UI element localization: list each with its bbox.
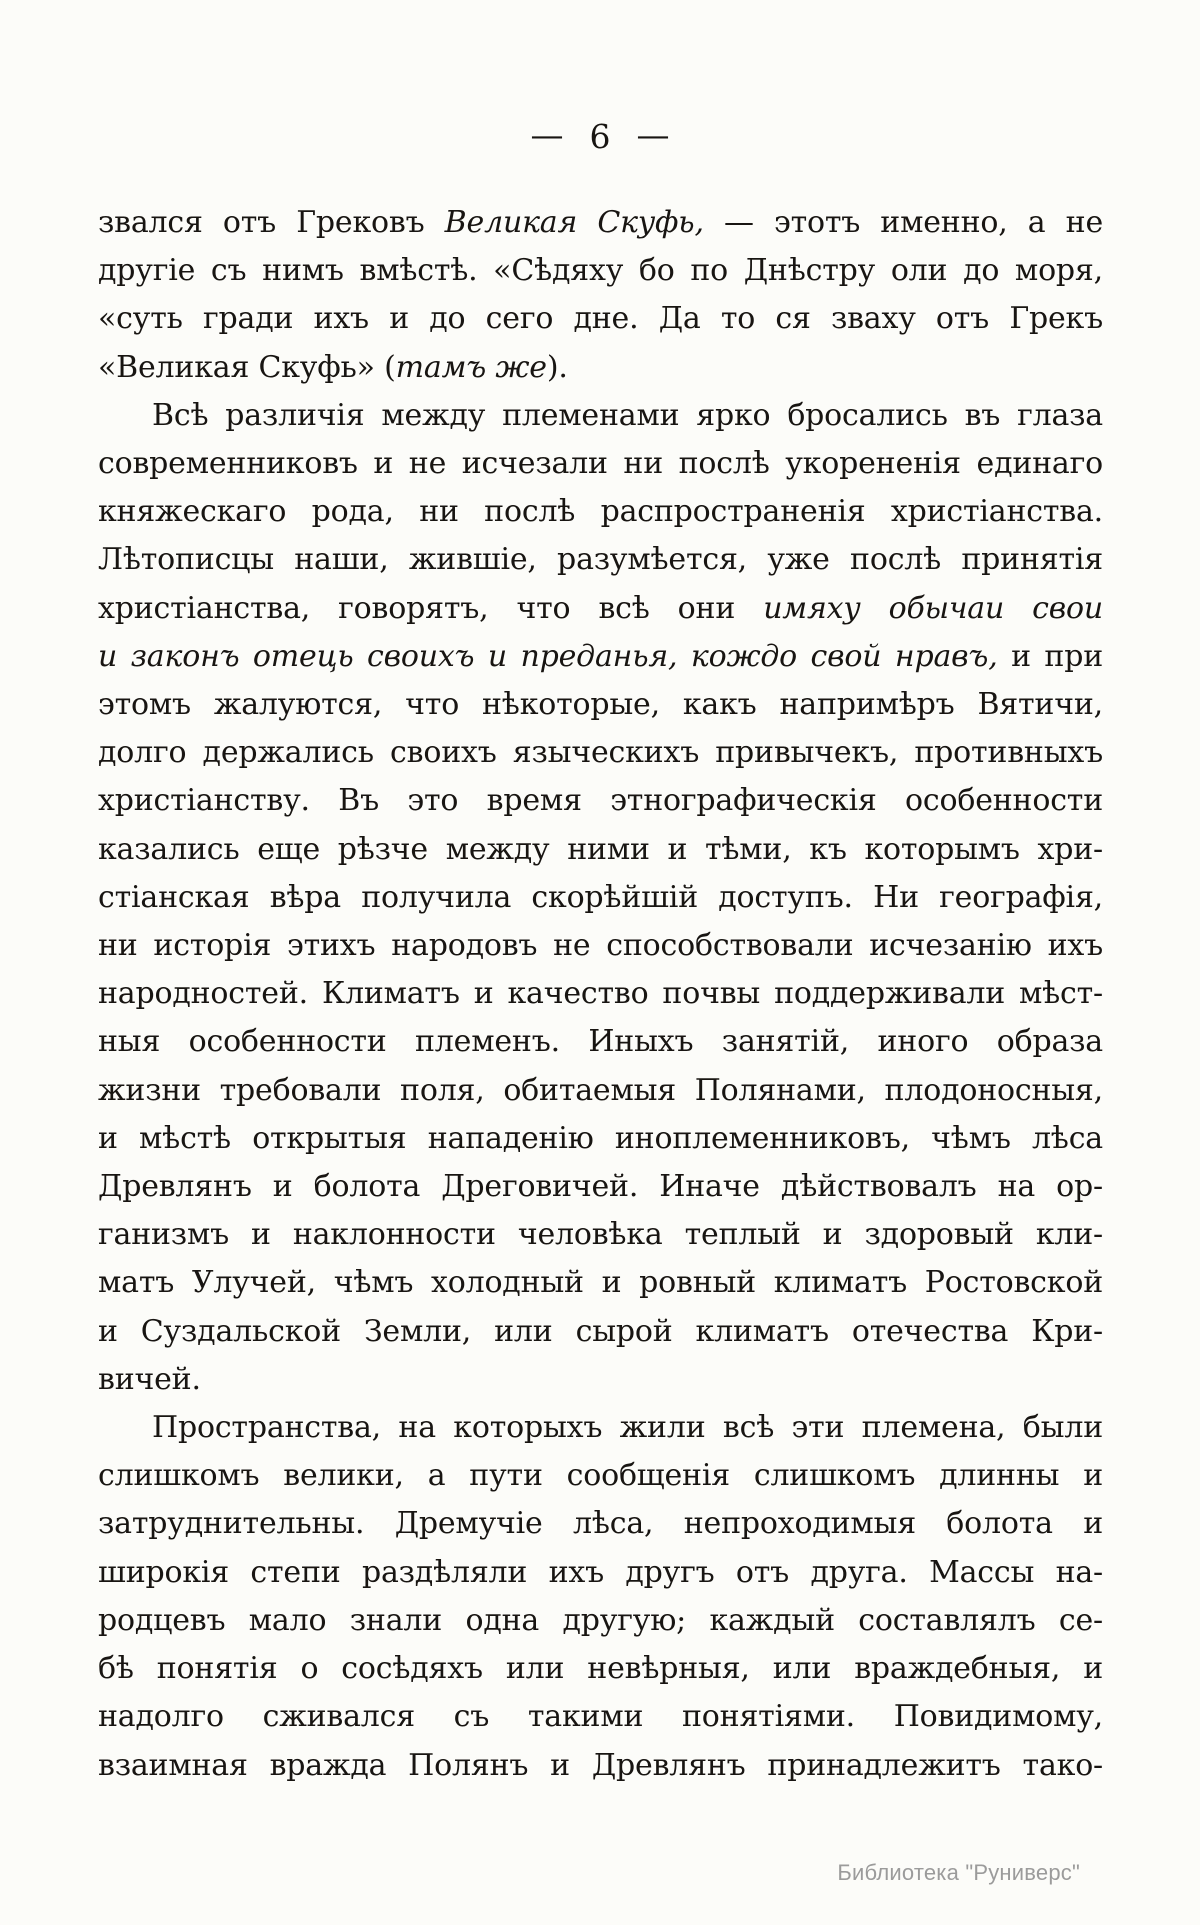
text-line <box>98 874 1103 922</box>
text-line <box>98 681 1103 729</box>
text-segment: родцевъ мало знали одна другую; каждый составлялъ се- <box>98 1602 1103 1638</box>
text-line <box>98 970 1103 1018</box>
page-header <box>0 115 1200 156</box>
text-line <box>98 1211 1103 1259</box>
text-segment: другіе съ нимъ вмѣстѣ. «Сѣдяху бо по Днѣстру оли до моря, <box>98 253 1103 289</box>
text-segment: народностей. Климатъ и качество почвы поддерживали мѣст- <box>98 976 1103 1012</box>
text-segment: широкія степи раздѣляли ихъ другъ отъ друга. Массы на- <box>98 1554 1103 1590</box>
text-line <box>98 585 1103 633</box>
page-body-text <box>98 199 1103 1790</box>
text-line <box>98 1308 1103 1356</box>
italic-text-segment: и законъ отець своихъ и преданья, кождо свой нравъ, <box>98 638 998 674</box>
text-segment: затруднительны. Дремучіе лѣса, непроходимыя болота и <box>98 1506 1103 1542</box>
text-segment: ). <box>546 349 568 385</box>
text-line <box>98 777 1103 825</box>
text-segment: и при <box>997 638 1104 674</box>
paragraph <box>98 1404 1103 1790</box>
text-line <box>98 295 1103 343</box>
text-segment: стіанская вѣра получила скорѣйшій доступъ. Ни географія, <box>98 879 1103 915</box>
text-segment: христіанству. Въ это время этнографическія особенности <box>98 783 1103 819</box>
header-dash-left: — <box>530 115 564 154</box>
text-line <box>98 1115 1103 1163</box>
text-line <box>98 440 1103 488</box>
text-line <box>98 633 1103 681</box>
text-segment: бѣ понятія о сосѣдяхъ или невѣрныя, или враждебныя, и <box>98 1651 1103 1687</box>
text-line <box>98 536 1103 584</box>
text-segment: вичей. <box>98 1361 201 1397</box>
text-line <box>98 1693 1103 1741</box>
text-segment: Пространства, на которыхъ жили всѣ эти племена, были <box>152 1410 1103 1446</box>
text-segment: матъ Улучей, чѣмъ холодный и ровный климатъ Ростовской <box>98 1265 1103 1301</box>
italic-text-segment: имяху обычаи свои <box>763 590 1103 626</box>
text-segment: княжескаго рода, ни послѣ распространенія христіанства. <box>98 494 1103 530</box>
text-segment: надолго сживался съ такими понятіями. Повидимому, <box>98 1699 1103 1735</box>
text-segment: «суть гради ихъ и до сего дне. Да то ся зваху отъ Грекъ <box>98 301 1103 337</box>
text-line <box>98 1259 1103 1307</box>
text-segment: Всѣ различія между племенами ярко бросались въ глаза <box>152 397 1103 433</box>
text-segment: христіанства, говорятъ, что всѣ они <box>98 590 764 626</box>
text-segment: Древлянъ и болота Дреговичей. Иначе дѣйствовалъ на ор- <box>98 1169 1103 1205</box>
text-segment: «Великая Скуфь» ( <box>98 349 396 385</box>
text-line <box>98 826 1103 874</box>
text-line <box>98 1163 1103 1211</box>
italic-text-segment: Великая Скуфь, <box>444 205 704 240</box>
text-segment: ныя особенности племенъ. Иныхъ занятій, иного образа <box>98 1024 1103 1060</box>
text-line <box>98 1018 1103 1066</box>
text-segment: Лѣтописцы наши, жившіе, разумѣется, уже послѣ принятія <box>98 542 1103 578</box>
text-segment: слишкомъ велики, а пути сообщенія слишкомъ длинны и <box>98 1458 1103 1494</box>
text-segment: взаимная вражда Полянъ и Древлянъ принадлежитъ тако- <box>98 1747 1103 1783</box>
text-line <box>98 922 1103 970</box>
text-line <box>98 488 1103 536</box>
text-segment: и Суздальской Земли, или сырой климатъ отечества Кри- <box>98 1313 1103 1349</box>
text-line <box>98 1742 1103 1790</box>
text-segment: ганизмъ и наклонности человѣка теплый и здоровый кли- <box>98 1217 1103 1253</box>
text-line <box>98 1404 1103 1452</box>
paragraph <box>98 392 1103 1404</box>
text-line <box>98 247 1103 295</box>
library-watermark: Библиотека "Руниверс" <box>837 1860 1080 1885</box>
text-line <box>98 1452 1103 1500</box>
text-segment: этомъ жалуются, что нѣкоторые, какъ напримѣръ Вятичи, <box>98 687 1103 723</box>
text-segment: современниковъ и не исчезали ни послѣ укорененія единаго <box>98 446 1103 482</box>
text-segment: казались еще рѣзче между ними и тѣми, къ которымъ хри- <box>98 831 1103 867</box>
paragraph <box>98 199 1103 392</box>
text-line <box>98 1549 1103 1597</box>
text-line <box>98 729 1103 777</box>
text-line <box>98 1597 1103 1645</box>
text-line <box>98 1500 1103 1548</box>
text-line <box>98 392 1103 440</box>
text-segment: — этотъ именно, а не <box>703 205 1104 240</box>
italic-text-segment: тамъ же <box>395 349 547 385</box>
header-dash-right: — <box>636 115 670 154</box>
text-line <box>98 344 1103 392</box>
text-line <box>98 1356 1103 1404</box>
text-line <box>98 1645 1103 1693</box>
text-segment: долго держались своихъ языческихъ привычекъ, противныхъ <box>98 735 1103 771</box>
text-line <box>98 199 1103 247</box>
text-segment: и мѣстѣ открытыя нападенію иноплеменниковъ, чѣмъ лѣса <box>98 1120 1103 1156</box>
text-segment: жизни требовали поля, обитаемыя Полянами, плодоносныя, <box>98 1072 1103 1108</box>
text-segment: ни исторія этихъ народовъ не способствовали исчезанію ихъ <box>98 928 1103 964</box>
text-segment: звался отъ Грековъ <box>98 205 445 240</box>
page-number: 6 <box>589 117 611 156</box>
text-line <box>98 1067 1103 1115</box>
